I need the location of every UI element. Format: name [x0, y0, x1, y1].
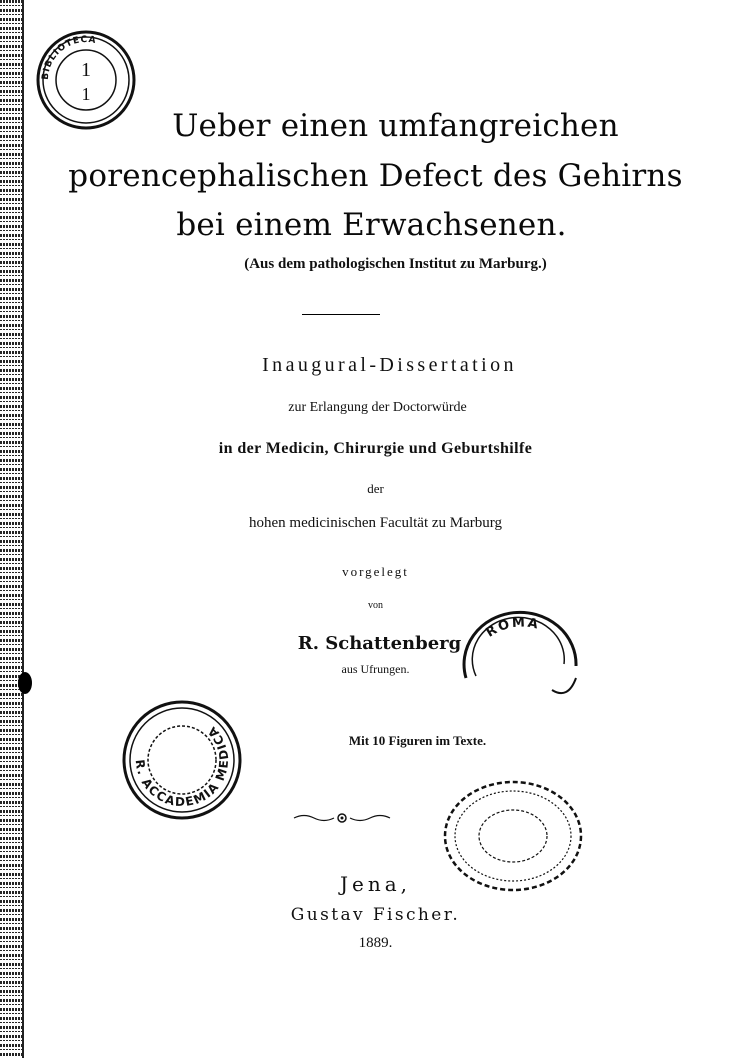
roma-stamp — [452, 600, 584, 710]
by-line: von — [368, 600, 383, 611]
academy-stamp-text: R. ACCADEMIA MEDICA — [132, 722, 232, 810]
imprint-publisher: Gustav Fischer. — [290, 905, 461, 925]
imprint-city: Jena, — [339, 872, 411, 896]
divider-rule — [302, 314, 380, 315]
faculty-line: hohen medicinischen Facultät zu Marburg — [249, 515, 502, 531]
ornament-divider — [292, 812, 392, 824]
academy-stamp — [118, 696, 246, 824]
presented-line: vorgelegt — [342, 564, 409, 579]
fields-line: in der Medicin, Chirurgie und Geburtshilfe — [218, 440, 533, 457]
dissertation-heading: Inaugural-Dissertation — [262, 354, 517, 376]
subtitle: (Aus dem pathologischen Institut zu Marburg.) — [244, 256, 547, 272]
figures-note: Mit 10 Figuren im Texte. — [348, 733, 487, 748]
title-line-1: Ueber einen umfangreichen — [172, 108, 619, 144]
author-name: R. Schattenberg — [297, 633, 462, 654]
purpose-line: zur Erlangung der Doctorwürde — [288, 400, 467, 415]
imprint-year: 1889. — [358, 935, 393, 951]
title-line-2: porencephalischen Defect des Gehirns — [68, 158, 683, 194]
svg-text:1: 1 — [81, 84, 91, 104]
roma-stamp-text: ROMA — [483, 615, 542, 641]
der-line: der — [367, 481, 384, 496]
svg-text:1: 1 — [81, 59, 91, 81]
author-origin: aus Ufrungen. — [341, 662, 410, 676]
title-line-3: bei einem Erwachsenen. — [176, 207, 567, 243]
library-stamp-text: BIBLIOTECA — [40, 34, 98, 81]
